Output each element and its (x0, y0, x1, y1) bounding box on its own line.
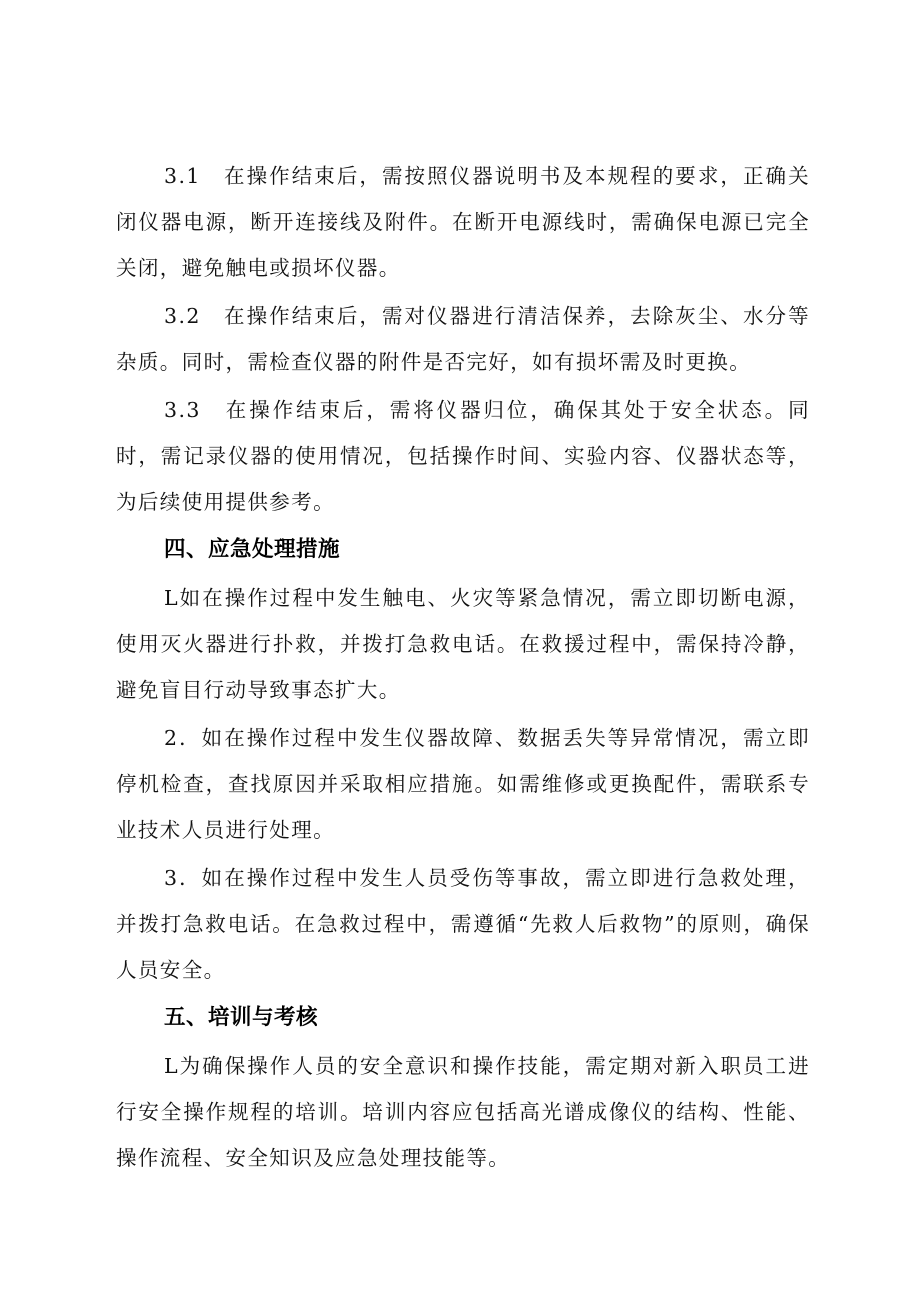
paragraph-emergency-2: 2．如在操作过程中发生仪器故障、数据丢失等异常情况，需立即停机检查，查找原因并采取相应措施。如需维修或更换配件，需联系专业技术人员进行处理。 (116, 726, 810, 842)
paragraph-3-3: 3.3 在操作结束后，需将仪器归位，确保其处于安全状态。同时，需记录仪器的使用情况，包括操作时间、实验内容、仪器状态等，为后续使用提供参考。 (116, 398, 810, 514)
document-page (116, 153, 810, 1183)
section-heading-training: 五、培训与考核 (164, 1005, 319, 1030)
paragraph-3-2: 3.2 在操作结束后，需对仪器进行清洁保养，去除灰尘、水分等杂质。同时，需检查仪器的附件是否完好，如有损坏需及时更换。 (116, 304, 810, 374)
paragraph-emergency-3: 3．如在操作过程中发生人员受伤等事故，需立即进行急救处理，并拨打急救电话。在急救过程中，需遵循“先救人后救物”的原则，确保人员安全。 (116, 866, 810, 982)
paragraph-emergency-1: L如在操作过程中发生触电、火灾等紧急情况，需立即切断电源，使用灭火器进行扑救，并拨打急救电话。在救援过程中，需保持冷静，避免盲目行动导致事态扩大。 (116, 586, 810, 702)
paragraph-training-1: L为确保操作人员的安全意识和操作技能，需定期对新入职员工进行安全操作规程的培训。培训内容应包括高光谱成像仪的结构、性能、操作流程、安全知识及应急处理技能等。 (116, 1054, 810, 1170)
paragraph-3-1: 3.1 在操作结束后，需按照仪器说明书及本规程的要求，正确关闭仪器电源，断开连接线及附件。在断开电源线时，需确保电源已完全关闭，避免触电或损坏仪器。 (116, 164, 810, 280)
section-heading-emergency: 四、应急处理措施 (164, 537, 341, 562)
